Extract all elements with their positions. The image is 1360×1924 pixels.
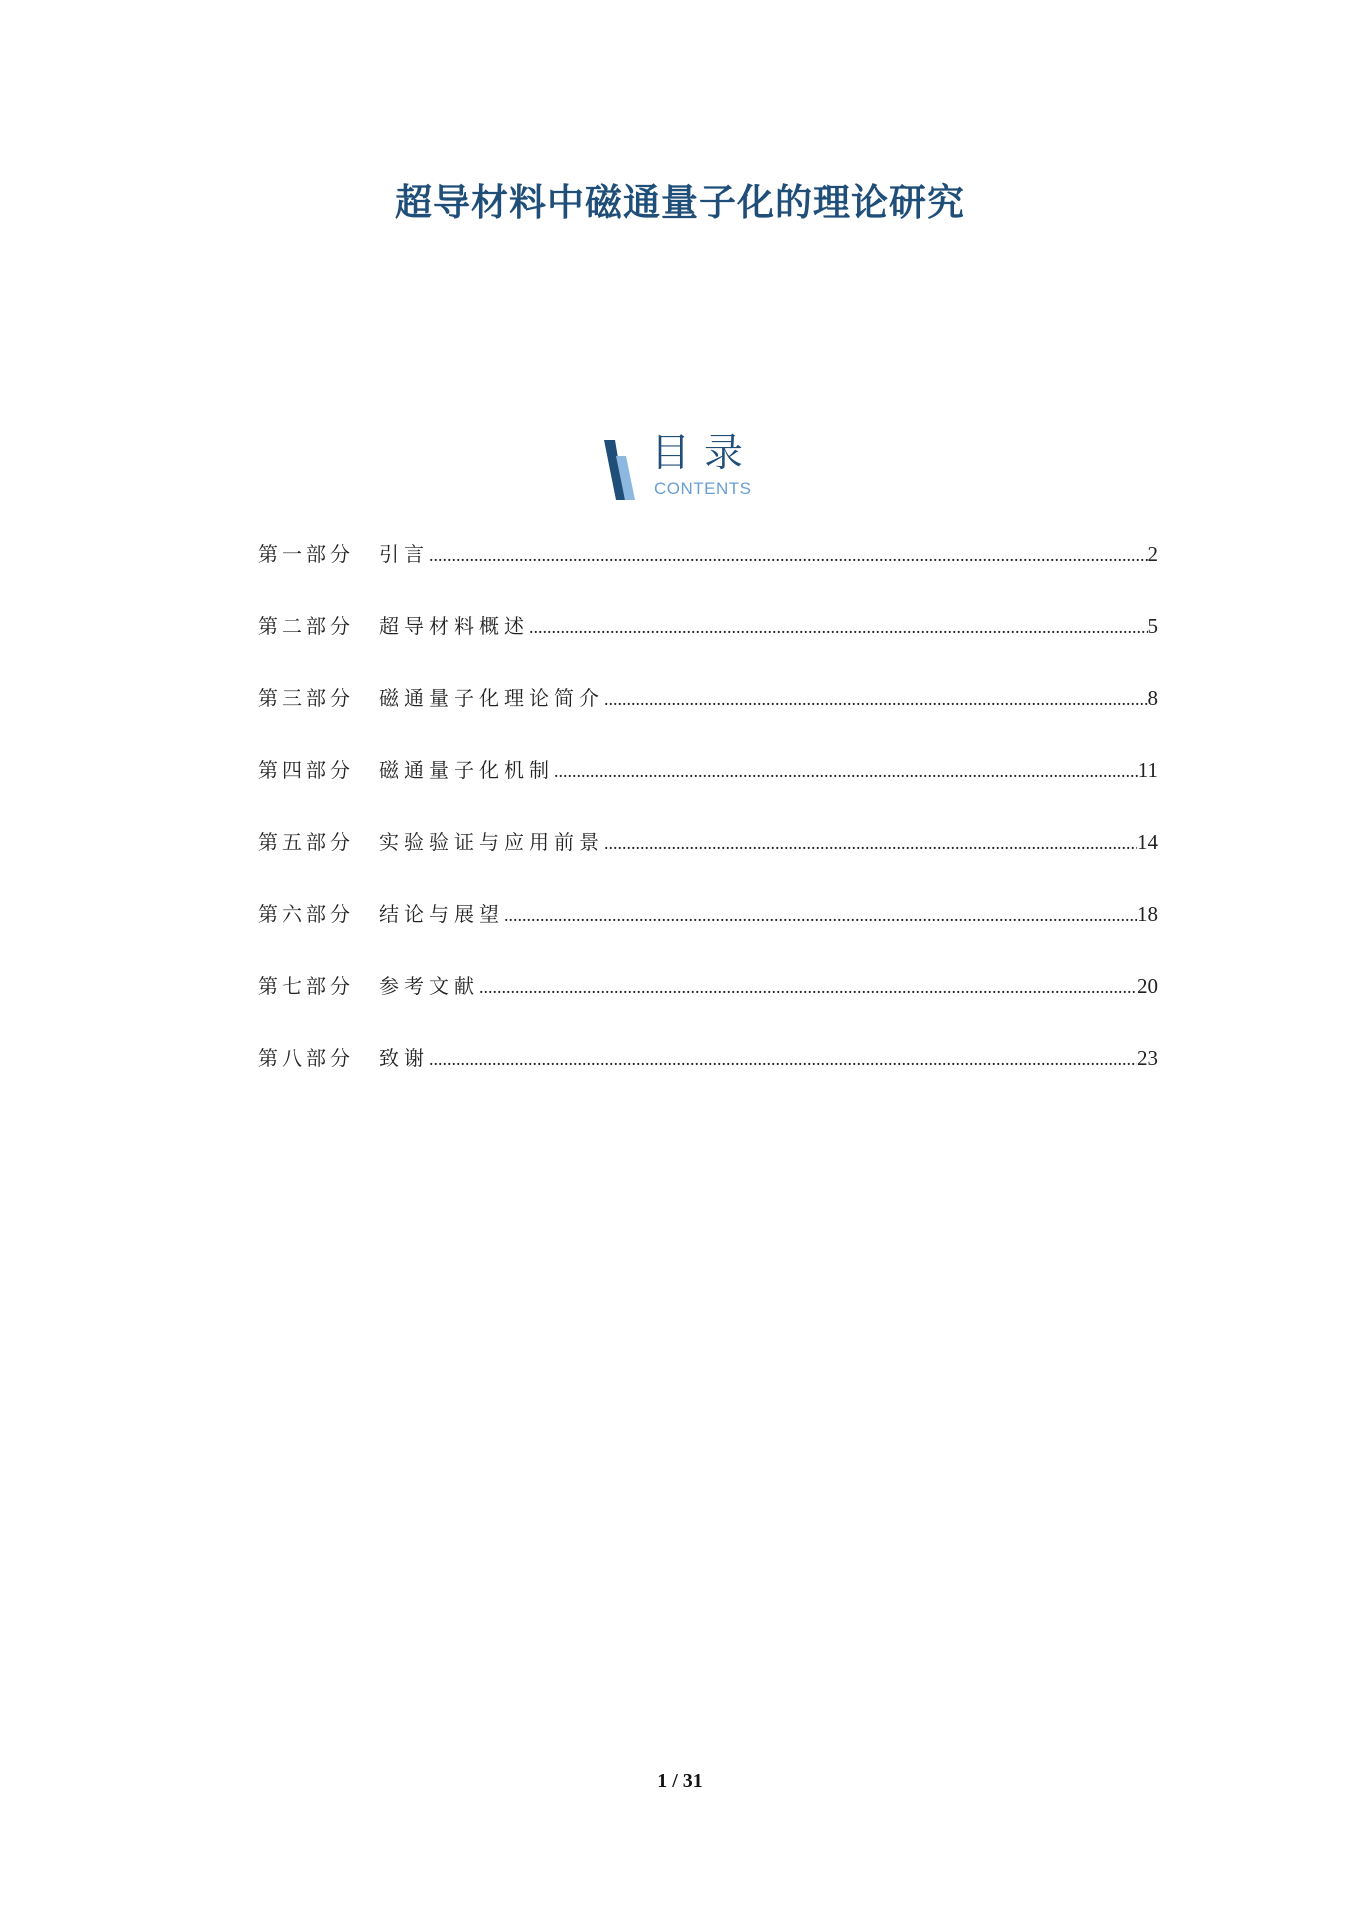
- toc-part-label: 第二部分: [258, 614, 354, 638]
- toc-part-label: 第四部分: [258, 758, 354, 782]
- toc-section-title: 实验验证与应用前景: [379, 830, 604, 854]
- toc-entry[interactable]: [258, 682, 1158, 754]
- toc-entry[interactable]: [258, 754, 1158, 826]
- toc-part-label: 第六部分: [258, 902, 354, 926]
- toc-section-title: 引言: [379, 542, 429, 566]
- toc-section-title: 磁通量子化机制: [379, 758, 554, 782]
- toc-section-title: 磁通量子化理论简介: [379, 686, 604, 710]
- toc-page-number: 8: [1147, 686, 1158, 710]
- toc-entry[interactable]: [258, 1042, 1158, 1114]
- toc-part-label: 第一部分: [258, 542, 354, 566]
- toc-dot-leader: [429, 1049, 1137, 1070]
- toc-dot-leader: [504, 905, 1137, 926]
- toc-dot-leader: [554, 761, 1138, 782]
- contents-heading: [604, 431, 764, 506]
- toc-page-number: 14: [1137, 830, 1158, 854]
- toc-part-label: 第八部分: [258, 1046, 354, 1070]
- toc-page-number: 11: [1137, 758, 1158, 782]
- page-number: 1 / 31: [657, 1770, 703, 1792]
- toc-part-label: 第七部分: [258, 974, 354, 998]
- toc-dot-leader: [604, 689, 1148, 710]
- toc-page-number: 2: [1147, 542, 1158, 566]
- toc-entry[interactable]: [258, 826, 1158, 898]
- document-title: 超导材料中磁通量子化的理论研究: [395, 181, 965, 224]
- toc-dot-leader: [479, 977, 1137, 998]
- toc-section-title: 结论与展望: [379, 902, 504, 926]
- toc-section-title: 超导材料概述: [379, 614, 529, 638]
- toc-dot-leader: [529, 617, 1148, 638]
- toc-page-number: 20: [1137, 974, 1158, 998]
- toc-dot-leader: [429, 545, 1148, 566]
- toc-entry[interactable]: [258, 538, 1158, 610]
- contents-title-zh: 目录: [651, 431, 758, 476]
- contents-logo-icon: [604, 440, 638, 502]
- toc-page-number: 23: [1137, 1046, 1158, 1070]
- toc-dot-leader: [604, 833, 1137, 854]
- table-of-contents: [258, 538, 1158, 1114]
- toc-section-title: 参考文献: [379, 974, 479, 998]
- toc-entry[interactable]: [258, 610, 1158, 682]
- toc-page-number: 18: [1137, 902, 1158, 926]
- toc-page-number: 5: [1147, 614, 1158, 638]
- toc-part-label: 第三部分: [258, 686, 354, 710]
- toc-part-label: 第五部分: [258, 830, 354, 854]
- toc-entry[interactable]: [258, 970, 1158, 1042]
- contents-title-en: CONTENTS: [654, 479, 752, 498]
- toc-entry[interactable]: [258, 898, 1158, 970]
- toc-section-title: 致谢: [379, 1046, 429, 1070]
